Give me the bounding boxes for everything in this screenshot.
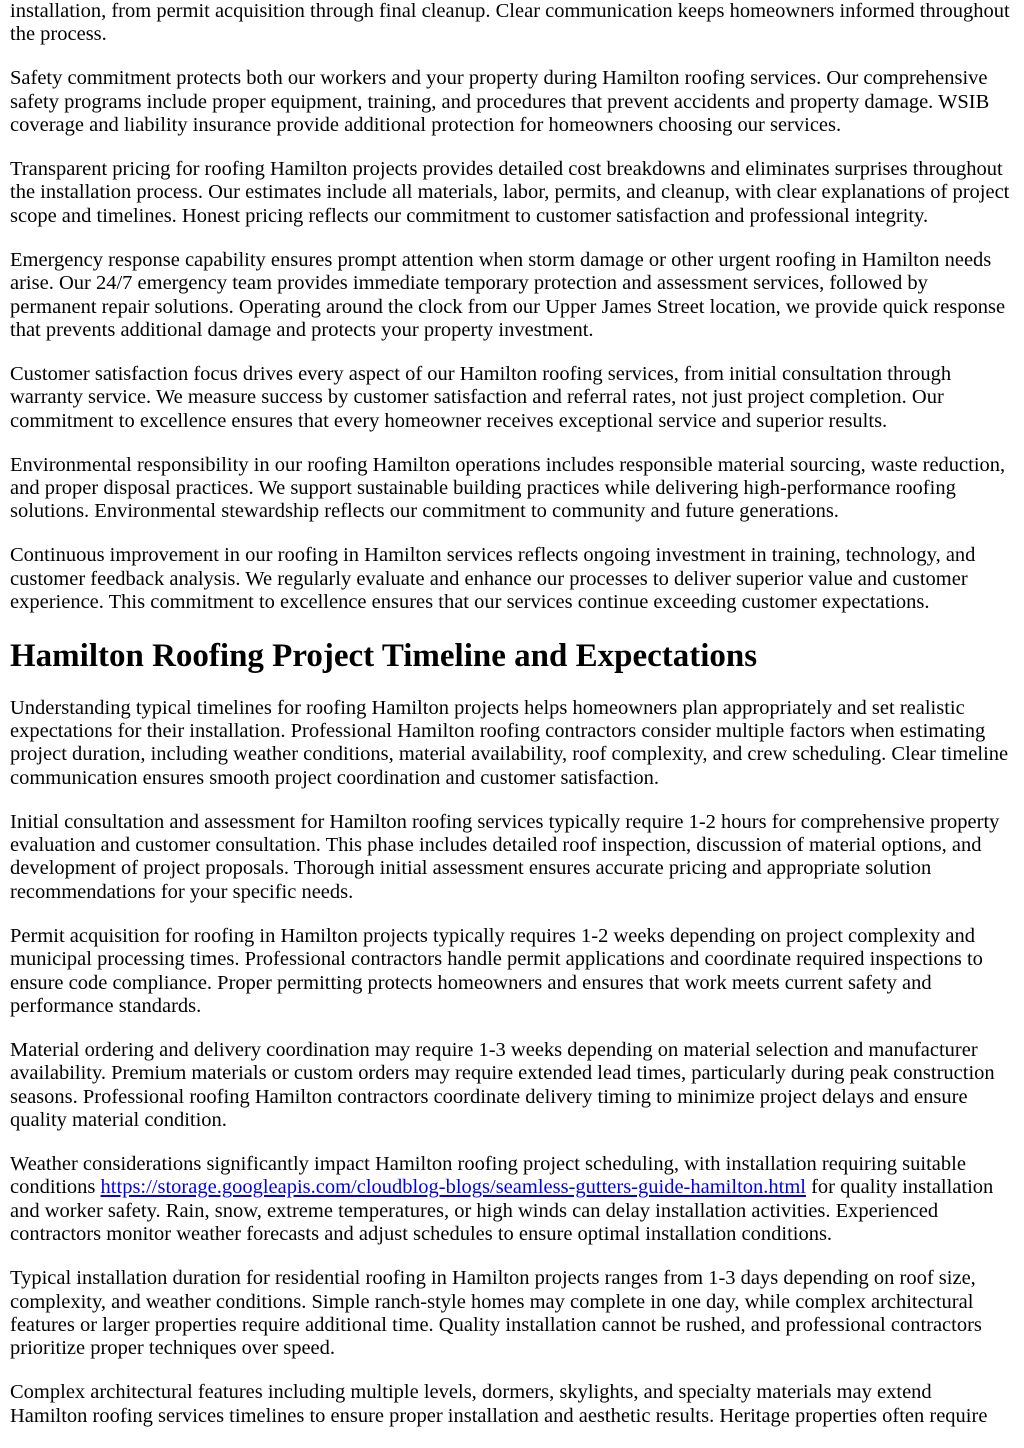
paragraph-material-ordering: Material ordering and delivery coordination may require 1-3 weeks depending on material selection and manufacturer availability. Premium materials or custom orders may require extended lead times, particularly during peak construction seasons. Professional roofing Hamilton contractors coordinate delivery timing to minimize project delays and ensure quality material condition. (10, 1038, 995, 1132)
section-heading: Hamilton Roofing Project Timeline and Expectations (10, 637, 758, 674)
paragraph-weather-considerations (10, 1153, 1014, 1247)
paragraph-transparent-pricing: Transparent pricing for roofing Hamilton projects provides detailed cost breakdowns and eliminates surprises throughout the installation process. Our estimates include all materials, labor, permits, and cleanup, with clear explanations of project scope and timelines. Honest pricing reflects our commitment to customer satisfaction and professional integrity. (10, 158, 1010, 227)
gutters-guide-link[interactable]: https://storage.googleapis.com/cloudblog-blogs/seamless-gutters-guide-hamilton.html (100, 1176, 806, 1199)
weather-text-before-link: Weather considerations significantly impact Hamilton roofing project scheduling, with installation requiring suitable conditions (10, 1153, 966, 1199)
intro-paragraph-fragment: installation, from permit acquisition through final cleanup. Clear communication keeps homeowners informed throughout the process. (10, 0, 1010, 46)
weather-text-after-link: for quality installation and worker safety. Rain, snow, extreme temperatures, or high winds can delay installation activities. Experienced contractors monitor weather forecasts and adjust schedules to ensure optimal installation conditions. (10, 1176, 994, 1246)
paragraph-installation-duration: Typical installation duration for residential roofing in Hamilton projects ranges from 1-3 days depending on roof size, complexity, and weather conditions. Simple ranch-style homes may complete in one day, while complex architectural features or larger properties require additional time. Quality installation cannot be rushed, and professional contractors prioritize proper techniques over speed. (10, 1267, 982, 1360)
paragraph-environmental-responsibility: Environmental responsibility in our roofing Hamilton operations includes responsible material sourcing, waste reduction, and proper disposal practices. We support sustainable building practices while delivering high-performance roofing solutions. Environmental stewardship reflects our commitment to community and future generations. (10, 453, 1006, 523)
paragraph-permit-acquisition: Permit acquisition for roofing in Hamilton projects typically requires 1-2 weeks depending on project complexity and municipal processing times. Professional contractors handle permit applications and coordinate required inspections to ensure code compliance. Proper permitting protects homeowners and ensures that work meets current safety and performance standards. (10, 924, 983, 1017)
paragraph-initial-consultation: Initial consultation and assessment for Hamilton roofing services typically require 1-2 hours for comprehensive property evaluation and customer consultation. This phase includes detailed roof inspection, discussion of material options, and development of project proposals. Thorough initial assessment ensures accurate pricing and appropriate solution recommendations for your specific needs. (10, 810, 1000, 903)
paragraph-continuous-improvement: Continuous improvement in our roofing in Hamilton services reflects ongoing investment in training, technology, and customer feedback analysis. We regularly evaluate and enhance our processes to deliver superior value and customer experience. This commitment to excellence ensures that our services continue exceeding customer expectations. (10, 544, 976, 614)
paragraph-customer-satisfaction: Customer satisfaction focus drives every aspect of our Hamilton roofing services, from initial consultation through warranty service. We measure success by customer satisfaction and referral rates, not just project completion. Our commitment to excellence ensures that every homeowner receives exceptional service and superior results. (10, 362, 952, 432)
closing-paragraph-fragment: Complex architectural features including multiple levels, dormers, skylights, and specialty materials may extend Hamilton roofing services timelines to ensure proper installation and aesthetic results. Heritage properties often require (10, 1381, 988, 1427)
paragraph-safety-commitment: Safety commitment protects both our workers and your property during Hamilton roofing services. Our comprehensive safety programs include proper equipment, training, and procedures that prevent accidents and property damage. WSIB coverage and liability insurance provide additional protection for homeowners choosing our services. (10, 67, 990, 137)
paragraph-emergency-response: Emergency response capability ensures prompt attention when storm damage or other urgent roofing in Hamilton needs arise. Our 24/7 emergency team provides immediate temporary protection and assessment services, followed by permanent repair solutions. Operating around the clock from our Upper James Street location, we provide quick response that prevents additional damage and protects your property investment. (10, 248, 1006, 341)
paragraph-understanding-timelines: Understanding typical timelines for roofing Hamilton projects helps homeowners plan appropriately and set realistic expectations for their installation. Professional Hamilton roofing contractors consider multiple factors when estimating project duration, including weather conditions, material availability, roof complexity, and crew scheduling. Clear timeline communication ensures smooth project coordination and customer satisfaction. (10, 696, 1009, 789)
